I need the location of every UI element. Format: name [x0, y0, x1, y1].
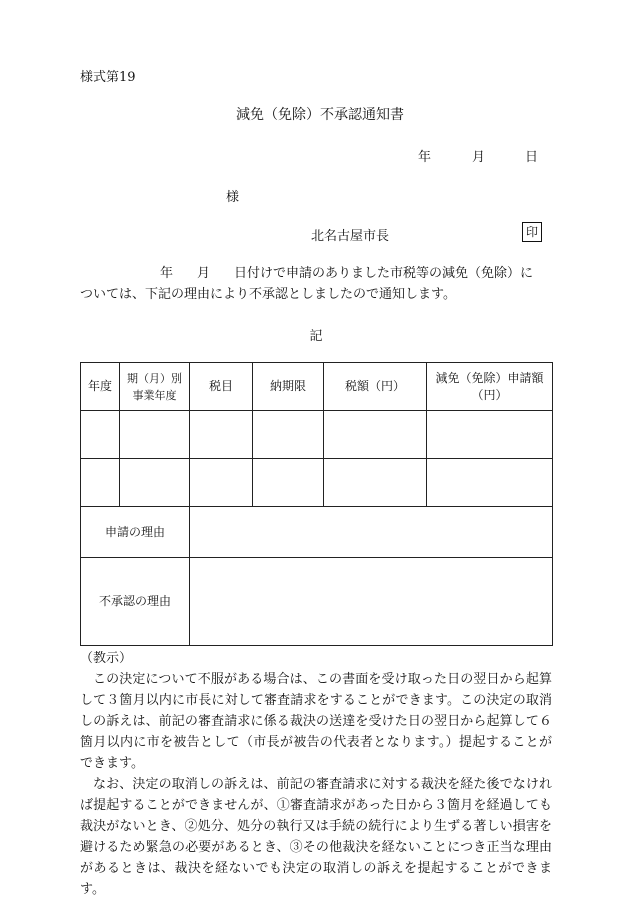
date-month-label: 月 [472, 150, 486, 165]
notice-section [80, 648, 552, 900]
application-reason-value [190, 507, 553, 558]
header-period-line2: 事業年度 [132, 388, 177, 402]
rejection-reason-value [190, 558, 553, 646]
rejection-reason-label: 不承認の理由 [81, 558, 190, 646]
detail-table [80, 362, 553, 646]
table-cell [190, 459, 253, 507]
table-cell [120, 459, 190, 507]
table-row [81, 411, 553, 459]
application-reason-row [81, 507, 553, 558]
header-due-date: 納期限 [253, 363, 324, 411]
issuer-name: 北名古屋市長 [311, 229, 390, 244]
notice-heading: （教示） [80, 651, 133, 666]
table-cell [81, 459, 120, 507]
table-header-row [81, 363, 553, 411]
table-cell [324, 459, 427, 507]
header-reduction-line1: 減免（免除）申請額 [435, 370, 544, 385]
header-tax-item: 税目 [190, 363, 253, 411]
intro-year-label: 年 [160, 266, 174, 281]
header-period [120, 363, 190, 411]
header-period-line1: 期（月）別 [127, 371, 182, 385]
intro-paragraph [80, 263, 552, 305]
header-year: 年度 [81, 363, 120, 411]
table-cell [81, 411, 120, 459]
table-row [81, 459, 553, 507]
table-cell [427, 459, 553, 507]
ki-heading: 記 [309, 329, 323, 344]
intro-day-text: 日付けで申請のありました市税等の減免（免除）に [234, 266, 534, 281]
form-number: 様式第19 [80, 70, 136, 85]
table-cell [190, 411, 253, 459]
notice-paragraph-2: なお、決定の取消しの訴えは、前記の審査請求に対する裁決を経た後でなければ提起することができませんが、①審査請求があった日から３箇月を経過しても裁決がないとき、②処分、処分の執行又は手続の続行により生ずる著しい損害を避けるため緊急の必要があるとき、③その他裁決を経ないことにつき正当な理由があるときは、裁決を経ないでも決定の取消しの訴えを提起することができます。 [80, 777, 552, 897]
intro-month-label: 月 [197, 266, 211, 281]
header-reduction-line2: （円） [471, 387, 508, 402]
table-cell [324, 411, 427, 459]
application-reason-label: 申請の理由 [81, 507, 190, 558]
header-reduction-amount [427, 363, 553, 411]
date-year-label: 年 [418, 150, 432, 165]
table-cell [427, 411, 553, 459]
intro-line2: ついては、下記の理由により不承認としましたので通知します。 [80, 287, 456, 302]
document-title: 減免（免除）不承認通知書 [236, 107, 404, 123]
date-day-label: 日 [525, 150, 539, 165]
table-cell [253, 411, 324, 459]
table-cell [253, 459, 324, 507]
recipient-honorific: 様 [226, 190, 240, 205]
table-cell [120, 411, 190, 459]
header-tax-amount: 税額（円） [324, 363, 427, 411]
rejection-reason-row [81, 558, 553, 646]
notice-paragraph-1: この決定について不服がある場合は、この書面を受け取った日の翌日から起算して３箇月以内に市長に対して審査請求をすることができます。この決定の取消しの訴えは、前記の審査請求に係る裁決の送達を受けた日の翌日から起算して６箇月以内に市を被告として（市長が被告の代表者となります。）提起することができます。 [80, 672, 552, 771]
seal-mark: 印 [522, 222, 542, 242]
